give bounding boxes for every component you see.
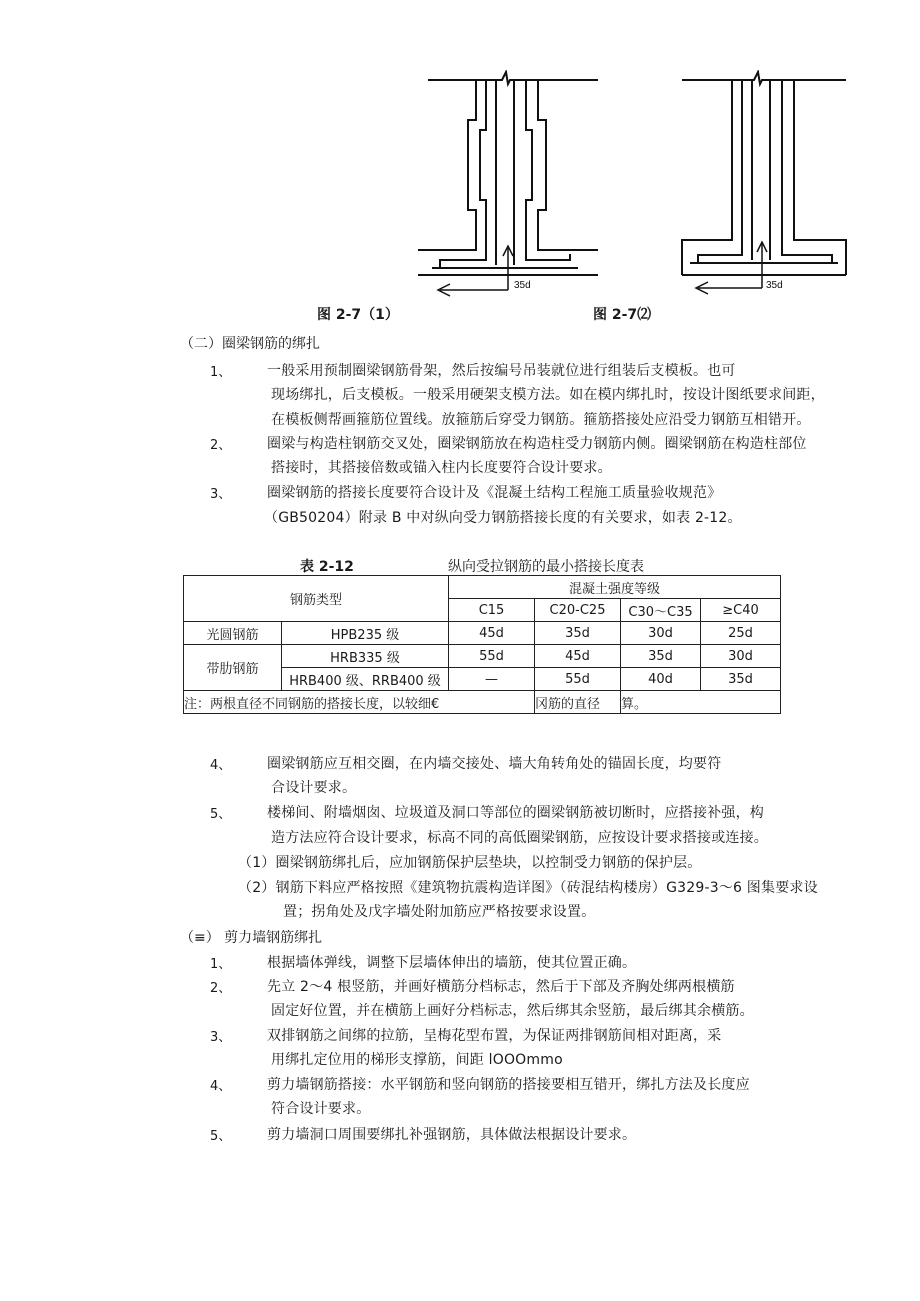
- paragraph-line: 现场绑扎，后支模板。一般采用硬架支模方法。如在模内绑扎时，按设计图纸要求间距，: [271, 387, 825, 403]
- figure-2-7-2-caption: 图 2-7⑵: [593, 307, 652, 323]
- paragraph-line: 用绑扎定位用的梯形支撑筋，间距 lOOOmmo: [271, 1052, 563, 1068]
- section-title-shear-wall: （≡） 剪力墙钢筋绑扎: [180, 930, 323, 946]
- figure-2-7-2-drawing: [676, 70, 876, 302]
- paragraph-line: （GB50204）附录 B 中对纵向受力钢筋搭接长度的有关要求，如表 2-12。: [264, 510, 742, 526]
- grade-header: C20-C25: [535, 599, 621, 622]
- item-number: 5、: [210, 807, 232, 822]
- paragraph-line: 搭接时，其搭接倍数或锚入柱内长度要符合设计要求。: [271, 460, 612, 476]
- item-number: 4、: [210, 758, 232, 773]
- figure-2-7-1-drawing: [410, 70, 610, 302]
- item-number: 5、: [210, 1129, 232, 1144]
- paragraph-line: 造方法应符合设计要求，标高不同的高低圈梁钢筋，应按设计要求搭接或连接。: [271, 830, 768, 846]
- paragraph-line: 根据墙体弹线，调整下层墙体伸出的墙筋，使其位置正确。: [267, 955, 637, 971]
- item-number: 1、: [210, 957, 232, 972]
- table-cell: 35d: [701, 668, 781, 691]
- lap-length-table: [183, 575, 781, 714]
- paragraph-line: 一般采用预制圈梁钢筋骨架，然后按编号吊装就位进行组装后支模板。也可: [267, 363, 736, 379]
- item-number: 2、: [210, 981, 232, 996]
- paragraph-line: 在模板侧帮画箍筋位置线。放箍筋后穿受力钢筋。箍筋搭接处应沿受力钢筋互相错开。: [271, 412, 811, 428]
- item-number: 1、: [210, 365, 232, 380]
- table-cell: HPB235 级: [282, 622, 449, 645]
- sub-item-2-cont: 置；拐角处及戊字墙处附加筋应严格按要求设置。: [283, 904, 596, 920]
- paragraph-line: 圈梁钢筋应互相交圈，在内墙交接处、墙大角转角处的锚固长度，均要符: [267, 756, 722, 772]
- dim-35d-label-1: 35d: [514, 280, 531, 291]
- paragraph-line: 圈梁与构造柱钢筋交叉处，圈梁钢筋放在构造柱受力钢筋内侧。圈梁钢筋在构造柱部位: [267, 436, 807, 452]
- section-title-ring-beam: （二）圈梁钢筋的绑扎: [180, 336, 320, 352]
- item-number: 4、: [210, 1079, 232, 1094]
- header-concrete-grade: 混凝土强度等级: [449, 576, 781, 599]
- table-note: 注：两根直径不同钢筋的搭接长度，以较细€: [184, 691, 535, 714]
- paragraph-line: 符合设计要求。: [271, 1101, 371, 1117]
- dim-35d-label-2: 35d: [766, 280, 783, 291]
- table-cell: 55d: [449, 645, 535, 668]
- figure-2-7-1-caption: 图 2-7（1）: [317, 307, 399, 323]
- grade-header: ≥C40: [701, 599, 781, 622]
- table-cell: 40d: [621, 668, 701, 691]
- item-number: 2、: [210, 438, 232, 453]
- table-cell: 30d: [701, 645, 781, 668]
- table-cell: 30d: [621, 622, 701, 645]
- table-cell: 带肋钢筋: [184, 645, 282, 691]
- table-cell: 55d: [535, 668, 621, 691]
- table-note: 冈筋的直径: [535, 691, 621, 714]
- table-cell: 35d: [535, 622, 621, 645]
- table-note: 算。: [621, 691, 781, 714]
- table-cell: 25d: [701, 622, 781, 645]
- table-cell: HRB335 级: [282, 645, 449, 668]
- table-cell: HRB400 级、RRB400 级: [282, 668, 449, 691]
- paragraph-line: 先立 2～4 根竖筋，并画好横筋分档标志，然后于下部及齐胸处绑两根横筋: [267, 979, 735, 995]
- table-title: 纵向受拉钢筋的最小搭接长度表: [448, 559, 644, 575]
- header-bar-type: 钢筋类型: [184, 576, 449, 622]
- table-cell: 45d: [535, 645, 621, 668]
- table-number: 表 2-12: [300, 559, 354, 575]
- paragraph-line: 固定好位置，并在横筋上画好分档标志，然后绑其余竖筋，最后绑其余横筋。: [271, 1003, 754, 1019]
- paragraph-line: 楼梯间、附墙烟囱、垃圾道及洞口等部位的圈梁钢筋被切断时，应搭接补强，构: [267, 805, 764, 821]
- table-cell: —: [449, 668, 535, 691]
- paragraph-line: 圈梁钢筋的搭接长度要符合设计及《混凝土结构工程施工质量验收规范》: [267, 485, 722, 501]
- paragraph-line: 剪力墙洞口周围要绑扎补强钢筋，具体做法根据设计要求。: [267, 1127, 637, 1143]
- table-cell: 光圆钢筋: [184, 622, 282, 645]
- table-cell: 35d: [621, 645, 701, 668]
- sub-item-2: （2）钢筋下料应严格按照《建筑物抗震构造详图》（砖混结构楼房）G329-3～6 图集要求设: [238, 880, 818, 896]
- paragraph-line: 双排钢筋之间绑的拉筋，呈梅花型布置，为保证两排钢筋间相对距离，采: [267, 1028, 722, 1044]
- item-number: 3、: [210, 487, 232, 502]
- grade-header: C15: [449, 599, 535, 622]
- paragraph-line: 合设计要求。: [271, 780, 357, 796]
- sub-item-1: （1）圈梁钢筋绑扎后，应加钢筋保护层垫块，以控制受力钢筋的保护层。: [238, 855, 702, 871]
- grade-header: C30～C35: [621, 599, 701, 622]
- table-cell: 45d: [449, 622, 535, 645]
- item-number: 3、: [210, 1030, 232, 1045]
- paragraph-line: 剪力墙钢筋搭接：水平钢筋和竖向钢筋的搭接要相互错开，绑扎方法及长度应: [267, 1077, 750, 1093]
